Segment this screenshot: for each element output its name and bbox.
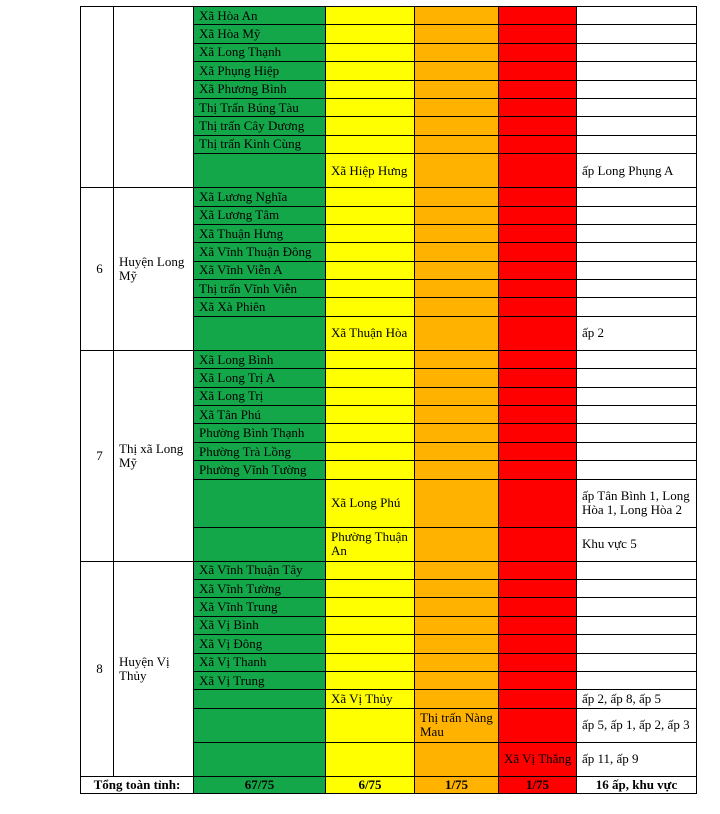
red-level-cell [499, 369, 577, 387]
yellow-level-cell [326, 442, 415, 460]
yellow-level-cell: Xã Hiệp Hưng [326, 154, 415, 188]
green-level-cell: Xã Vĩnh Trung [194, 598, 326, 616]
notes-cell [577, 135, 697, 153]
orange-level-cell [415, 135, 499, 153]
green-level-cell: Phường Bình Thạnh [194, 424, 326, 442]
orange-level-cell [415, 206, 499, 224]
notes-cell [577, 671, 697, 689]
notes-cell: ấp 2, ấp 8, ấp 5 [577, 690, 697, 708]
notes-cell [577, 243, 697, 261]
orange-level-cell [415, 579, 499, 597]
district-name [114, 7, 194, 188]
green-level-cell: Xã Vị Trung [194, 671, 326, 689]
yellow-level-cell [326, 579, 415, 597]
red-level-cell [499, 43, 577, 61]
orange-level-cell [415, 406, 499, 424]
commune-risk-table [80, 6, 697, 794]
yellow-level-cell [326, 653, 415, 671]
red-level-cell [499, 280, 577, 298]
red-level-cell [499, 598, 577, 616]
green-level-cell: Xã Vị Bình [194, 616, 326, 634]
red-level-cell [499, 243, 577, 261]
yellow-level-cell [326, 369, 415, 387]
red-level-cell [499, 98, 577, 116]
red-level-cell [499, 80, 577, 98]
orange-level-cell [415, 62, 499, 80]
district-number [81, 7, 114, 188]
orange-level-cell [415, 298, 499, 316]
district-number: 6 [81, 188, 114, 351]
green-level-cell: Xã Hòa An [194, 7, 326, 25]
table-row [81, 561, 697, 579]
orange-level-cell [415, 671, 499, 689]
red-level-cell [499, 442, 577, 460]
yellow-level-cell [326, 224, 415, 242]
notes-cell: Khu vực 5 [577, 527, 697, 561]
green-level-cell: Xã Long Trị A [194, 369, 326, 387]
red-level-cell: Xã Vị Thắng [499, 742, 577, 776]
orange-level-cell [415, 527, 499, 561]
red-level-cell [499, 561, 577, 579]
red-level-cell [499, 387, 577, 405]
district-name: Thị xã Long Mỹ [114, 350, 194, 561]
green-level-cell: Xã Long Bình [194, 350, 326, 368]
orange-level-cell [415, 653, 499, 671]
green-level-cell: Xã Vị Đông [194, 635, 326, 653]
yellow-level-cell [326, 635, 415, 653]
notes-cell [577, 442, 697, 460]
orange-level-cell [415, 25, 499, 43]
red-level-cell [499, 298, 577, 316]
yellow-level-cell [326, 280, 415, 298]
red-level-cell [499, 224, 577, 242]
red-level-cell [499, 708, 577, 742]
red-level-cell [499, 117, 577, 135]
notes-cell [577, 298, 697, 316]
orange-level-cell [415, 350, 499, 368]
green-level-cell: Xã Xà Phiên [194, 298, 326, 316]
orange-level-cell: Thị trấn Nàng Mau [415, 708, 499, 742]
notes-cell: ấp 2 [577, 316, 697, 350]
yellow-level-cell [326, 298, 415, 316]
yellow-level-cell [326, 117, 415, 135]
orange-level-cell [415, 369, 499, 387]
green-level-cell [194, 479, 326, 527]
green-level-cell [194, 742, 326, 776]
green-level-cell: Xã Vĩnh Viễn A [194, 261, 326, 279]
notes-cell [577, 579, 697, 597]
notes-cell [577, 616, 697, 634]
green-level-cell: Xã Vĩnh Tường [194, 579, 326, 597]
yellow-level-cell [326, 461, 415, 479]
notes-cell: ấp 11, ấp 9 [577, 742, 697, 776]
total-notes-cell: 16 ấp, khu vực [577, 776, 697, 793]
orange-level-cell [415, 43, 499, 61]
notes-cell [577, 653, 697, 671]
red-level-cell [499, 527, 577, 561]
notes-cell [577, 261, 697, 279]
yellow-level-cell [326, 80, 415, 98]
red-level-cell [499, 406, 577, 424]
red-level-cell [499, 206, 577, 224]
notes-cell [577, 280, 697, 298]
orange-level-cell [415, 442, 499, 460]
red-level-cell [499, 616, 577, 634]
table-row [81, 7, 697, 25]
notes-cell [577, 25, 697, 43]
orange-level-cell [415, 479, 499, 527]
yellow-level-cell: Xã Thuận Hòa [326, 316, 415, 350]
notes-cell [577, 350, 697, 368]
red-level-cell [499, 424, 577, 442]
yellow-level-cell [326, 243, 415, 261]
green-level-cell: Thị trấn Kinh Cùng [194, 135, 326, 153]
district-name: Huyện Vị Thủy [114, 561, 194, 776]
yellow-level-cell [326, 98, 415, 116]
red-level-cell [499, 653, 577, 671]
yellow-level-cell [326, 261, 415, 279]
orange-level-cell [415, 635, 499, 653]
red-level-cell [499, 188, 577, 206]
notes-cell [577, 43, 697, 61]
total-red-level-cell: 1/75 [499, 776, 577, 793]
orange-level-cell [415, 690, 499, 708]
orange-level-cell [415, 117, 499, 135]
green-level-cell: Xã Long Thạnh [194, 43, 326, 61]
notes-cell: ấp Long Phụng A [577, 154, 697, 188]
totals-row [81, 776, 697, 793]
notes-cell [577, 635, 697, 653]
green-level-cell: Xã Phụng Hiệp [194, 62, 326, 80]
notes-cell [577, 424, 697, 442]
red-level-cell [499, 316, 577, 350]
red-level-cell [499, 690, 577, 708]
red-level-cell [499, 671, 577, 689]
notes-cell [577, 117, 697, 135]
green-level-cell: Thị trấn Cây Dương [194, 117, 326, 135]
green-level-cell: Xã Lương Tâm [194, 206, 326, 224]
green-level-cell: Thị Trấn Búng Tàu [194, 98, 326, 116]
yellow-level-cell [326, 424, 415, 442]
yellow-level-cell [326, 188, 415, 206]
red-level-cell [499, 154, 577, 188]
orange-level-cell [415, 7, 499, 25]
green-level-cell [194, 316, 326, 350]
red-level-cell [499, 261, 577, 279]
yellow-level-cell [326, 206, 415, 224]
notes-cell [577, 206, 697, 224]
orange-level-cell [415, 154, 499, 188]
notes-cell [577, 7, 697, 25]
notes-cell [577, 598, 697, 616]
yellow-level-cell [326, 598, 415, 616]
yellow-level-cell [326, 561, 415, 579]
yellow-level-cell [326, 742, 415, 776]
notes-cell [577, 561, 697, 579]
yellow-level-cell [326, 671, 415, 689]
red-level-cell [499, 25, 577, 43]
orange-level-cell [415, 280, 499, 298]
table-row [81, 188, 697, 206]
table-row [81, 350, 697, 368]
yellow-level-cell [326, 135, 415, 153]
total-green-level-cell: 67/75 [194, 776, 326, 793]
total-orange-level-cell: 1/75 [415, 776, 499, 793]
yellow-level-cell [326, 708, 415, 742]
green-level-cell: Phường Vĩnh Tường [194, 461, 326, 479]
orange-level-cell [415, 316, 499, 350]
green-level-cell: Xã Vĩnh Thuận Đông [194, 243, 326, 261]
orange-level-cell [415, 598, 499, 616]
red-level-cell [499, 7, 577, 25]
green-level-cell: Xã Phương Bình [194, 80, 326, 98]
notes-cell: ấp 5, ấp 1, ấp 2, ấp 3 [577, 708, 697, 742]
orange-level-cell [415, 98, 499, 116]
green-level-cell: Phường Trà Lồng [194, 442, 326, 460]
yellow-level-cell: Xã Vị Thủy [326, 690, 415, 708]
yellow-level-cell [326, 387, 415, 405]
district-number: 8 [81, 561, 114, 776]
table-body [81, 7, 697, 794]
green-level-cell: Xã Thuận Hưng [194, 224, 326, 242]
orange-level-cell [415, 561, 499, 579]
green-level-cell: Xã Vĩnh Thuận Tây [194, 561, 326, 579]
green-level-cell: Xã Tân Phú [194, 406, 326, 424]
green-level-cell: Thị trấn Vĩnh Viễn [194, 280, 326, 298]
notes-cell [577, 369, 697, 387]
totals-label: Tổng toàn tỉnh: [81, 776, 194, 793]
yellow-level-cell [326, 25, 415, 43]
yellow-level-cell: Xã Long Phú [326, 479, 415, 527]
green-level-cell: Xã Long Trị [194, 387, 326, 405]
notes-cell [577, 62, 697, 80]
green-level-cell [194, 708, 326, 742]
notes-cell [577, 387, 697, 405]
notes-cell [577, 461, 697, 479]
notes-cell [577, 80, 697, 98]
green-level-cell [194, 690, 326, 708]
yellow-level-cell: Phường Thuận An [326, 527, 415, 561]
notes-cell [577, 98, 697, 116]
total-yellow-level-cell: 6/75 [326, 776, 415, 793]
yellow-level-cell [326, 406, 415, 424]
red-level-cell [499, 461, 577, 479]
orange-level-cell [415, 261, 499, 279]
orange-level-cell [415, 461, 499, 479]
red-level-cell [499, 135, 577, 153]
green-level-cell: Xã Lương Nghĩa [194, 188, 326, 206]
orange-level-cell [415, 188, 499, 206]
yellow-level-cell [326, 43, 415, 61]
red-level-cell [499, 350, 577, 368]
orange-level-cell [415, 243, 499, 261]
yellow-level-cell [326, 7, 415, 25]
orange-level-cell [415, 742, 499, 776]
orange-level-cell [415, 616, 499, 634]
orange-level-cell [415, 224, 499, 242]
green-level-cell: Xã Hòa Mỹ [194, 25, 326, 43]
orange-level-cell [415, 424, 499, 442]
red-level-cell [499, 579, 577, 597]
green-level-cell: Xã Vị Thanh [194, 653, 326, 671]
red-level-cell [499, 479, 577, 527]
notes-cell [577, 188, 697, 206]
notes-cell [577, 224, 697, 242]
notes-cell [577, 406, 697, 424]
notes-cell: ấp Tân Bình 1, Long Hòa 1, Long Hòa 2 [577, 479, 697, 527]
red-level-cell [499, 62, 577, 80]
district-name: Huyện Long Mỹ [114, 188, 194, 351]
orange-level-cell [415, 387, 499, 405]
red-level-cell [499, 635, 577, 653]
orange-level-cell [415, 80, 499, 98]
green-level-cell [194, 527, 326, 561]
district-number: 7 [81, 350, 114, 561]
yellow-level-cell [326, 616, 415, 634]
yellow-level-cell [326, 350, 415, 368]
yellow-level-cell [326, 62, 415, 80]
green-level-cell [194, 154, 326, 188]
